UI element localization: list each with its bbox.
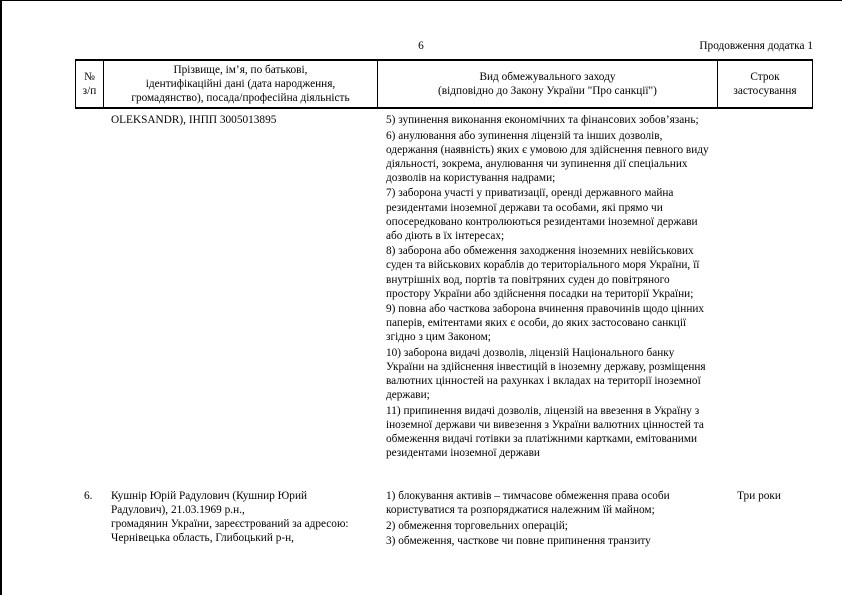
measure-paragraph: 6) анулювання або зупинення ліцензій та інших дозволів, одержання (наявність) яких є умовою для здійснення певного виду діяльності, зокрема, анулювання чи зупинення дії спеціальних дозволів на користування надрами;	[386, 129, 709, 184]
measure-paragraph: 8) заборона або обмеження заходження іноземних невійськових суден та військових кораблів до територіального моря України, її внутрішніх вод, портів та повітряних суден до повітряного простору України або здійснення посадки на території України;	[386, 245, 700, 300]
header-cell-measure	[378, 61, 718, 107]
measure-paragraph: 7) заборона участі у приватизації, оренді державного майна резидентами іноземної держави та особами, які прямо чи опосередковано контролюються резидентами іноземної держави або діють в їх інтересах;	[386, 187, 698, 242]
header-cell-term	[718, 61, 812, 107]
header-cell-number	[76, 61, 104, 107]
header-line: ідентифікаційні дані (дата народження,	[145, 77, 336, 90]
person-line: Чернівецька область, Глибоцький р-н,	[111, 532, 294, 545]
header-line: №	[84, 70, 95, 83]
person-line: громадянин України, зареєстрований за адресою:	[111, 518, 349, 531]
table-row-6	[76, 489, 812, 550]
person-line: Кушнір Юрій Радулович (Кушнир Юрий	[111, 490, 308, 502]
person-cell	[104, 489, 378, 545]
page-left-edge	[0, 0, 2, 595]
measures-cell	[378, 489, 718, 550]
term-cell: Три роки	[737, 490, 781, 502]
header-line: громадянство), посада/професійна діяльність	[131, 92, 350, 105]
person-cell	[104, 113, 378, 127]
page-top-edge	[0, 0, 842, 1]
measure-paragraph: 9) повна або часткова заборона вчинення правочинів щодо цінних паперів, емітентами яких є особи, до яких застосовано санкції згідно з цим Законом;	[386, 303, 705, 344]
measure-paragraph: 11) припинення видачі дозволів, ліцензій на ввезення в Україну з іноземної держави чи вивезення з України валютних цінностей та обмеження видачі готівки за платіжними картками, емітованими резидентами іноземної держави	[386, 404, 704, 460]
measure-paragraph: 1) блокування активів – тимчасове обмеження права особи користуватися та розпоряджатися належним їй майном;	[386, 490, 670, 517]
table-body	[76, 113, 812, 550]
row-number-cell: 6.	[84, 490, 93, 502]
header-line: з/п	[82, 85, 97, 97]
measure-paragraph: 5) зупинення виконання економічних та фінансових зобов’язань;	[386, 114, 699, 126]
measures-cell	[378, 113, 718, 462]
header-line: Прізвище, ім’я, по батькові,	[173, 63, 308, 76]
person-line: Радулович), 21.03.1969 р.н.,	[111, 504, 245, 517]
header-line: (відповідно до Закону України "Про санкції")	[438, 85, 657, 97]
header-line: Строк	[750, 70, 780, 83]
header-line: застосування	[733, 85, 797, 97]
header-cell-name	[104, 61, 378, 107]
measure-paragraph: 10) заборона видачі дозволів, ліцензій Національного банку України на здійснення інвестицій в іноземну державу, розміщення валютних цінностей на рахунках і вкладах на території іноземної держави;	[386, 347, 706, 402]
table-row-continuation	[76, 113, 812, 487]
measure-paragraph: 2) обмеження торговельних операцій;	[386, 519, 568, 532]
header-line: Вид обмежувального заходу	[479, 70, 616, 83]
measure-paragraph: 3) обмеження, часткове чи повне припинення транзиту	[386, 535, 651, 548]
continuation-note: Продовження додатка 1	[699, 40, 813, 52]
table-header	[75, 59, 813, 109]
page-number: 6	[418, 40, 424, 52]
person-line: OLEKSANDR), ІНПП 3005013895	[111, 114, 277, 126]
